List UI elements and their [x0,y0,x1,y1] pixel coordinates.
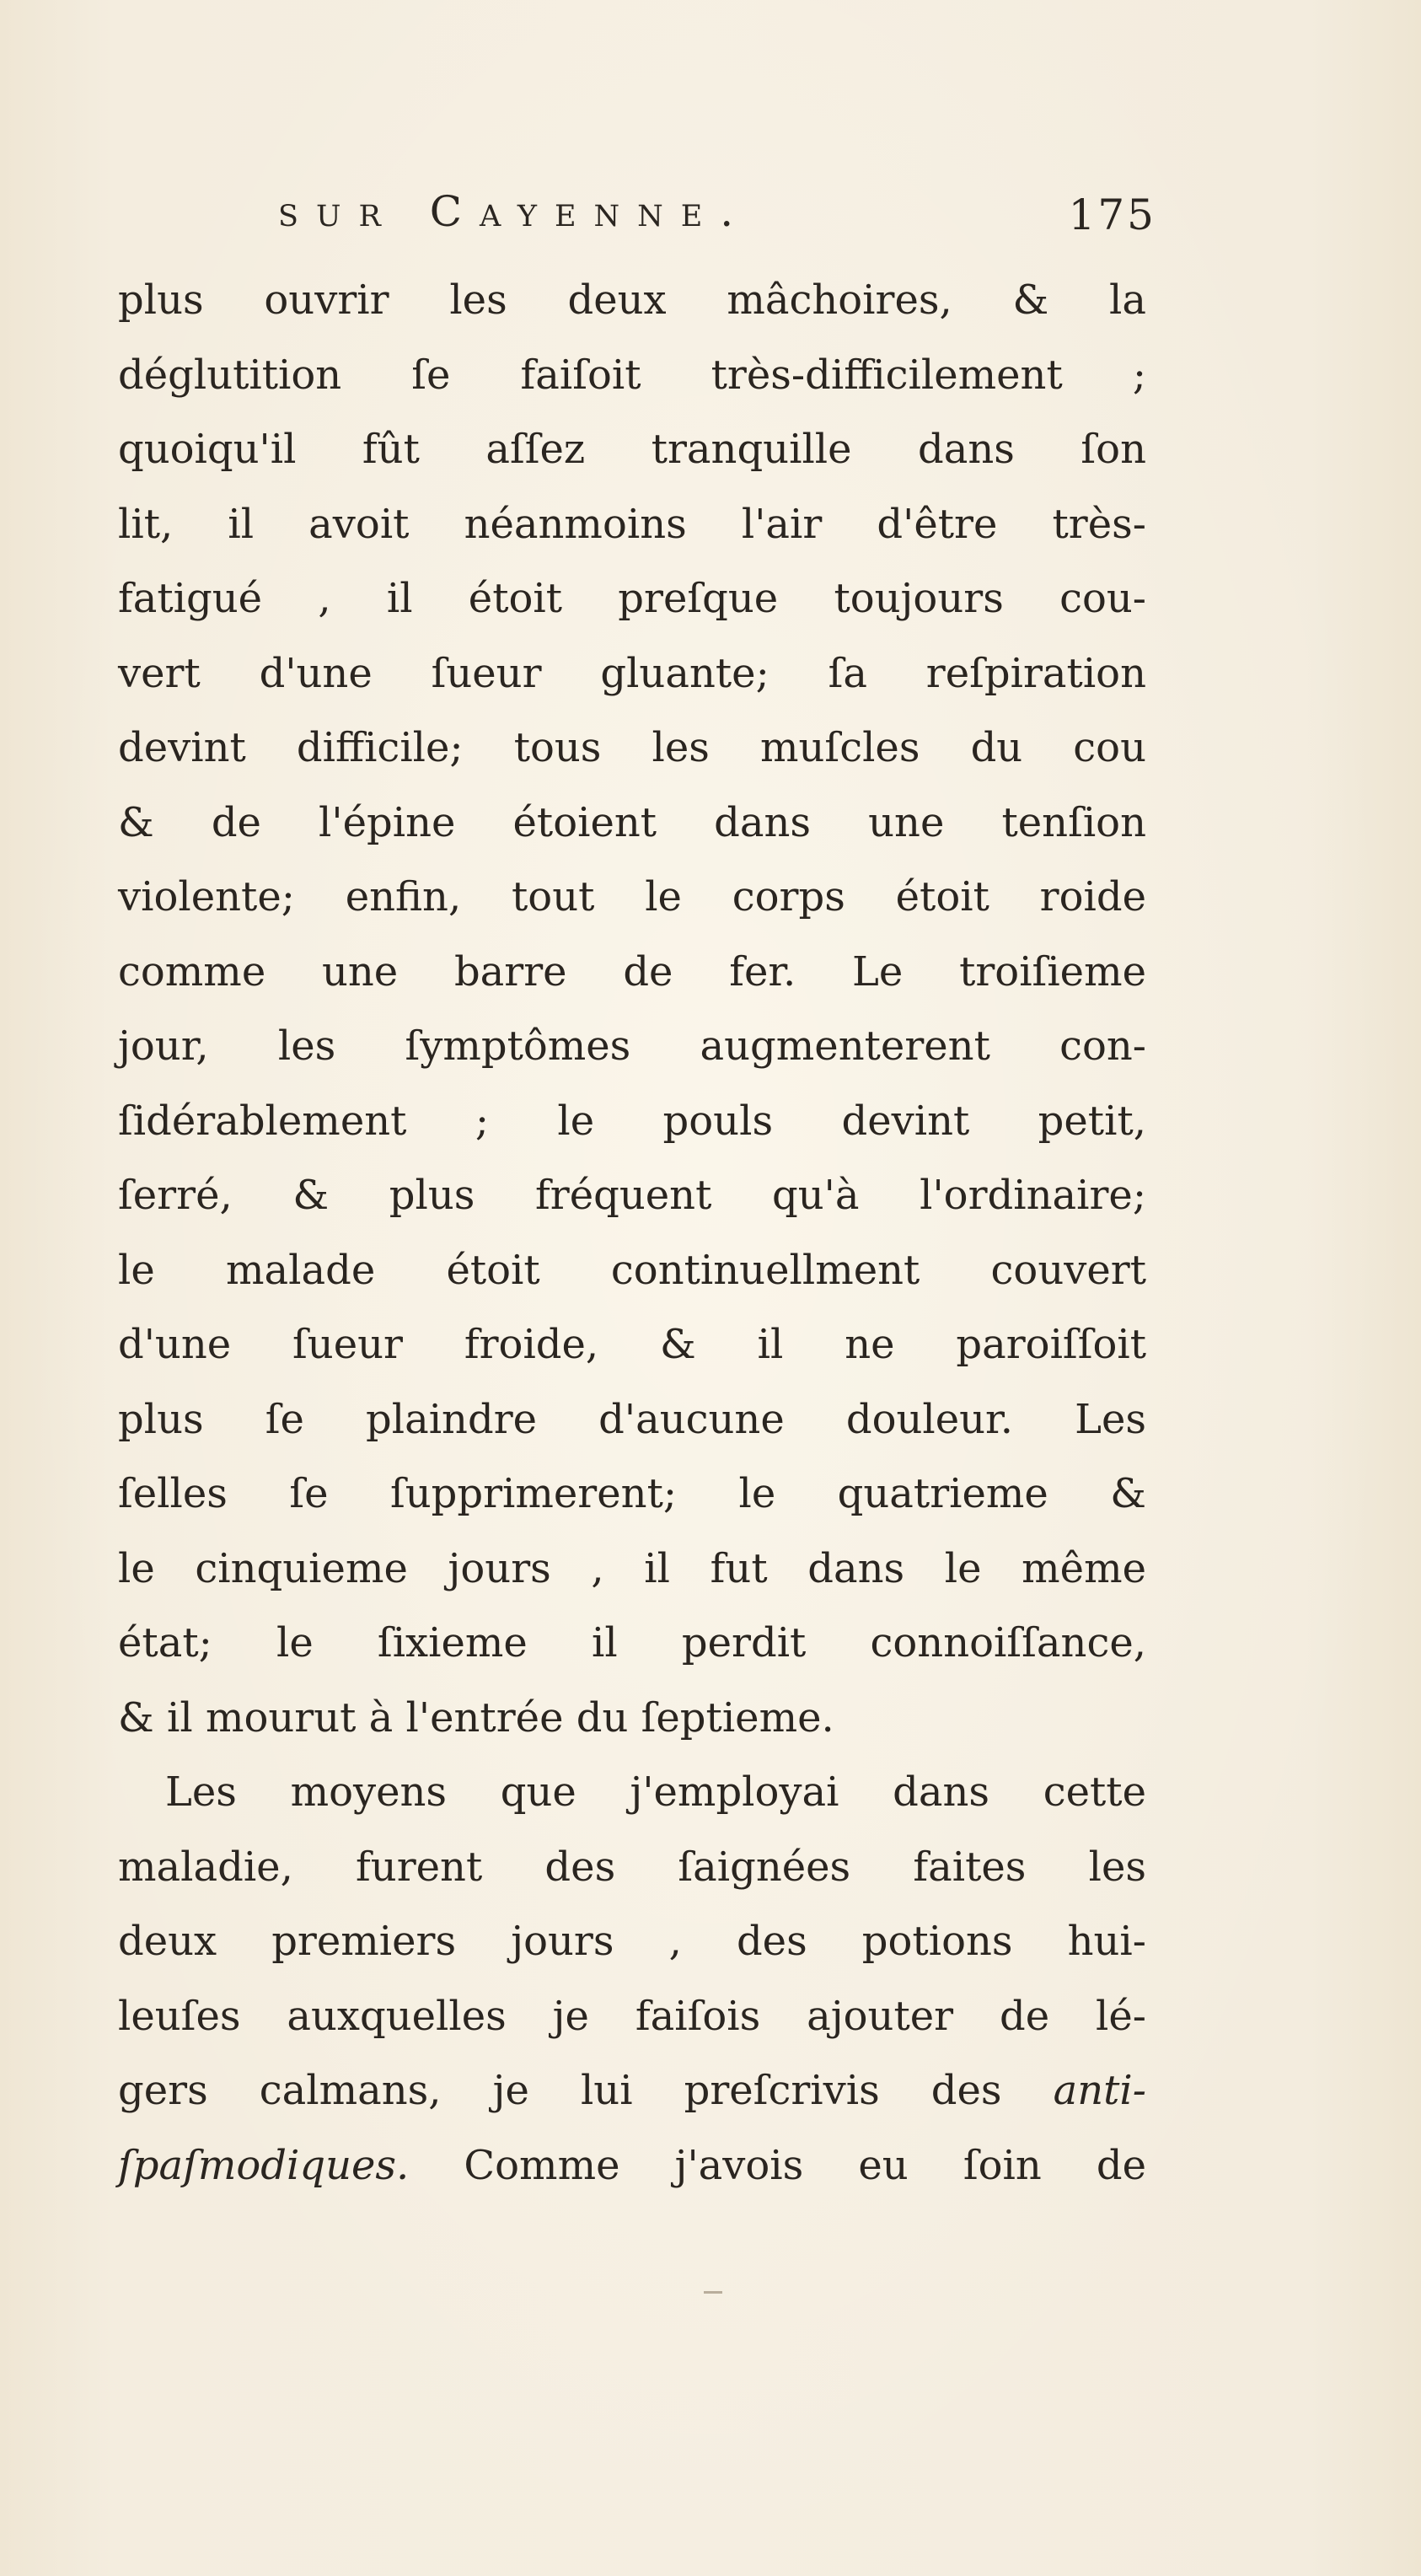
text-line-with-italic [118,2128,1146,2203]
text-line: devint difficile; tous les muſcles du cou [118,724,1146,771]
text-line: ſerré, & plus fréquent qu'à l'ordinaire; [118,1172,1146,1219]
text-line: & de l'épine étoient dans une tenſion [118,798,1146,846]
text-line: violente; enfin, tout le corps étoit roide [118,873,1146,920]
text-line: fatigué , il étoit preſque toujours cou- [118,575,1146,622]
text-segment: gers calmans, je lui preſcrivis des [118,2067,1002,2114]
text-line: plus ſe plaindre d'aucune douleur. Les [118,1395,1146,1443]
text-line: le malade étoit continuellment couvert [118,1246,1146,1294]
text-line: ſidérablement ; le pouls devint petit, [118,1097,1146,1145]
text-line: lit, il avoit néanmoins l'air d'être très- [118,500,1146,548]
text-line: vert d'une ſueur gluante; ſa reſpiration [118,649,1146,697]
text-line-with-italic [118,2053,1146,2128]
text-line: déglutition ſe faiſoit très-difficilement ; [118,351,1146,399]
text-line: le cinquieme jours , il fut dans le même [118,1544,1146,1592]
italic-term: ſpaſmodiques. [118,2141,410,2189]
text-line: comme une barre de fer. Le troiſieme [118,947,1146,996]
italic-term: anti- [1053,2067,1146,2114]
text-line: deux premiers jours , des potions hui- [118,1918,1146,1965]
text-line: & il mourut à l'entrée du ſeptieme. [118,1693,834,1741]
text-segment: Comme j'avois eu ſoin de [464,2141,1146,2189]
page-number: 175 [1068,191,1156,239]
text-line: maladie, furent des ſaignées faites les [118,1843,1146,1891]
text-line: d'une ſueur froide, & il ne paroiſſoit [118,1321,1146,1368]
text-line: leuſes auxquelles je faiſois ajouter de lé- [118,1992,1146,2040]
text-line: quoiqu'il fût aſſez tranquille dans ſon [118,426,1146,473]
ink-mark [704,2291,722,2294]
text-line: état; le ſixieme il perdit connoiſſance, [118,1619,1146,1666]
text-line: plus ouvrir les deux mâchoires, & la [118,276,1146,324]
paragraph-start-line: Les moyens que j'employai dans cette [165,1768,1146,1816]
text-line: jour, les ſymptômes augmenterent con- [118,1022,1146,1070]
running-head [278,187,1172,255]
text-line: ſelles ſe ſupprimerent; le quatrieme & [118,1470,1146,1517]
body-text [118,263,1146,2203]
running-title: sur Cayenne. [278,187,752,236]
